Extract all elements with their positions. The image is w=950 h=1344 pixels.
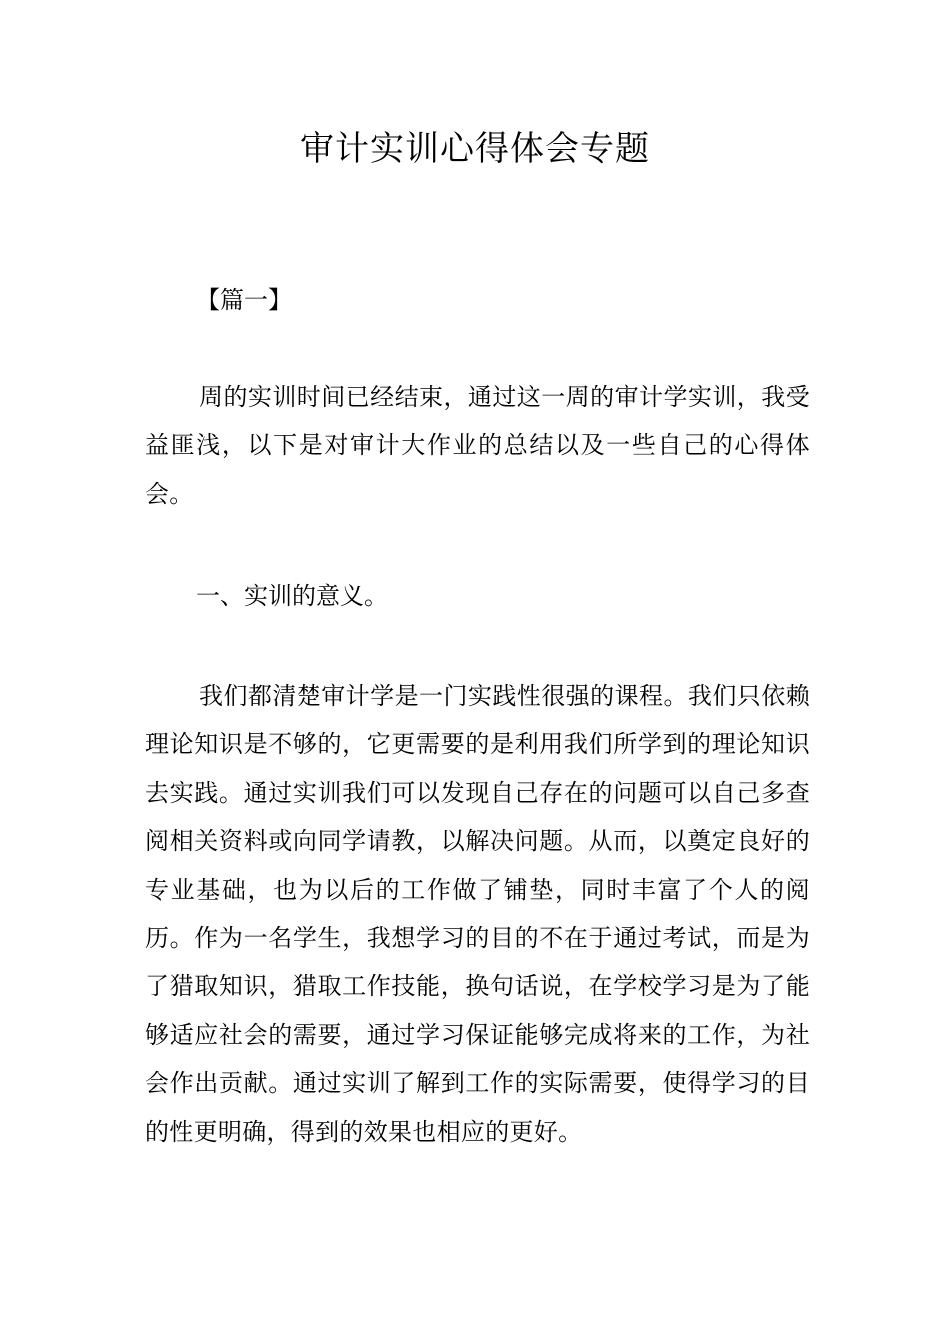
section-tag: 【篇一】 xyxy=(196,286,292,314)
intro-paragraph: 周的实训时间已经结束，通过这一周的审计学实训，我受益匪浅，以下是对审计大作业的总结以及一些自己的心得体会。 xyxy=(145,383,810,508)
section-heading: 一、实训的意义。 xyxy=(196,582,388,610)
document-title: 审计实训心得体会专题 xyxy=(300,129,650,169)
body-paragraph: 我们都清楚审计学是一门实践性很强的课程。我们只依赖理论知识是不够的，它更需要的是利用我们所学到的理论知识去实践。通过实训我们可以发现自己存在的问题可以自己多查阅相关资料或向同学请教，以解决问题。从而，以奠定良好的专业基础，也为以后的工作做了铺垫，同时丰富了个人的阅历。作为一名学生，我想学习的目的不在于通过考试，而是为了猎取知识，猎取工作技能，换句话说，在学校学习是为了能够适应社会的需要，通过学习保证能够完成将来的工作，为社会作出贡献。通过实训了解到工作的实际需要，使得学习的目的性更明确，得到的效果也相应的更好。 xyxy=(145,682,810,1146)
